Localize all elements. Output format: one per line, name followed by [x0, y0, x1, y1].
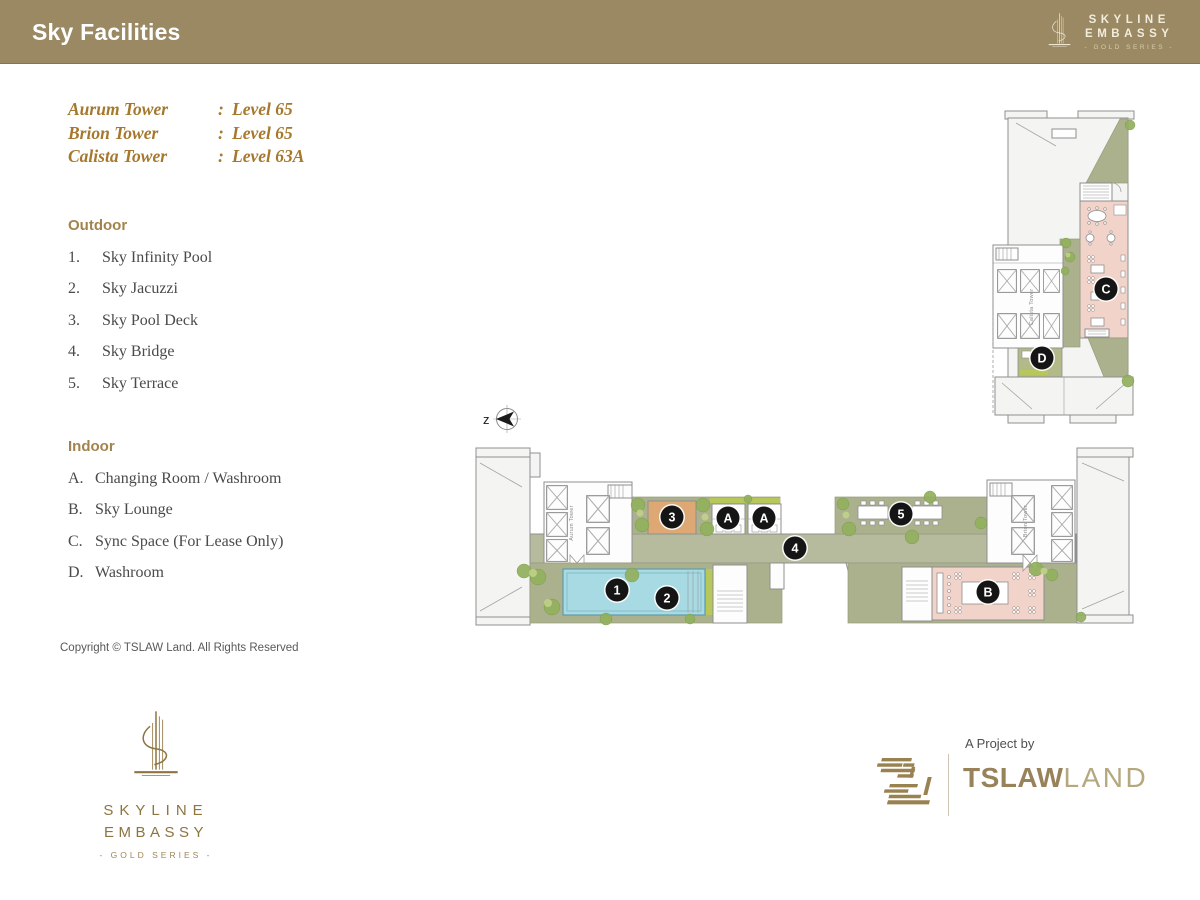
item-number: 4. — [68, 343, 80, 361]
colon: : — [218, 122, 224, 143]
brand-tslaw: TSLAW — [963, 762, 1064, 793]
legend-item — [68, 337, 212, 369]
brand-line2: EMBASSY — [1085, 28, 1174, 40]
plan-marker-3: 3 — [661, 506, 684, 529]
item-number: A. — [68, 469, 84, 487]
header-brand-logo — [1046, 0, 1174, 64]
plan-marker-A: A — [753, 507, 776, 530]
project-by-label: A Project by — [965, 736, 1035, 751]
room-sky-pool-deck — [648, 501, 696, 534]
item-label: Sky Terrace — [102, 374, 179, 392]
page-title: Sky Facilities — [32, 18, 181, 45]
plan-marker-B: B — [977, 581, 1000, 604]
item-label: Changing Room / Washroom — [95, 469, 282, 487]
skyline-tower-icon — [129, 708, 183, 788]
plan-marker-A: A — [717, 507, 740, 530]
item-number: 1. — [68, 248, 80, 266]
developer-name — [963, 762, 1148, 794]
aurum-wing — [476, 457, 530, 617]
item-number: 5. — [68, 374, 80, 392]
brand-line1: SKYLINE — [1088, 14, 1170, 26]
plan-marker-1: 1 — [606, 579, 629, 602]
level-tower: Calista Tower — [68, 146, 168, 166]
plan-marker-C: C — [1095, 278, 1118, 301]
brion-wing — [1077, 457, 1129, 615]
level-value: Level 63A — [232, 146, 305, 166]
item-label: Sky Bridge — [102, 343, 175, 361]
colon: : — [218, 99, 224, 119]
header-bar — [0, 0, 1200, 64]
developer-block — [862, 730, 1162, 825]
stairs-room — [902, 567, 932, 621]
brand-line1: SKYLINE — [103, 802, 209, 819]
level-tower: Aurum Tower — [68, 99, 169, 119]
floor-plan-drawing — [460, 85, 1160, 645]
indoor-legend — [68, 463, 283, 589]
legend-item — [68, 526, 283, 558]
legend-item — [68, 242, 212, 274]
outdoor-heading: Outdoor — [68, 217, 128, 234]
plan-tower-label: Calista Tower — [1029, 288, 1035, 326]
legend-item — [68, 463, 283, 495]
plan-marker-D: D — [1031, 347, 1054, 370]
skyline-tower-icon — [1046, 8, 1073, 56]
north-label: z — [483, 412, 490, 427]
item-number: C. — [68, 532, 83, 550]
item-number: D. — [68, 564, 84, 582]
item-label: Sky Lounge — [95, 501, 173, 519]
hedge — [706, 569, 713, 615]
item-label: Sky Infinity Pool — [102, 248, 213, 266]
calista-tower-plan — [993, 111, 1135, 423]
item-label: Washroom — [95, 564, 164, 582]
brand-line2: EMBASSY — [103, 824, 209, 841]
plan-marker-5: 5 — [890, 503, 913, 526]
tower-levels — [68, 98, 304, 169]
plan-marker-4: 4 — [784, 537, 807, 560]
stairs-room — [713, 565, 747, 623]
colon: : — [218, 146, 224, 166]
main-building-plan — [476, 448, 1133, 625]
item-label: Sky Pool Deck — [102, 311, 198, 329]
plan-tower-label: Brion Tower — [1023, 504, 1029, 538]
level-tower: Brion Tower — [68, 122, 159, 143]
level-value: Level 65 — [232, 99, 293, 119]
tslaw-emblem — [866, 754, 942, 816]
item-number: B. — [68, 501, 83, 519]
north-compass — [483, 405, 521, 433]
header-brand-text — [1084, 13, 1174, 51]
legend-item — [68, 495, 283, 527]
legend-item — [68, 558, 283, 590]
plan-tower-label: Aurum Tower — [569, 505, 575, 541]
level-value: Level 65 — [232, 122, 293, 143]
legend-item — [68, 368, 212, 400]
legend-item — [68, 274, 212, 306]
brand-tagline: - GOLD SERIES - — [99, 850, 213, 860]
outdoor-legend — [68, 242, 212, 400]
plan-marker-2: 2 — [656, 587, 679, 610]
floor-plan — [460, 85, 1160, 645]
divider — [948, 754, 949, 816]
item-label: Sky Jacuzzi — [102, 280, 178, 298]
indoor-heading: Indoor — [68, 438, 115, 455]
brand-land: LAND — [1063, 762, 1149, 793]
brand-tagline: - GOLD SERIES - — [1084, 44, 1174, 51]
item-label: Sync Space (For Lease Only) — [95, 532, 284, 550]
footer-brand-logo — [85, 708, 227, 860]
legend-item — [68, 305, 212, 337]
copyright-text: Copyright © TSLAW Land. All Rights Reserved — [60, 642, 299, 654]
item-number: 2. — [68, 280, 80, 298]
item-number: 3. — [68, 311, 80, 329]
